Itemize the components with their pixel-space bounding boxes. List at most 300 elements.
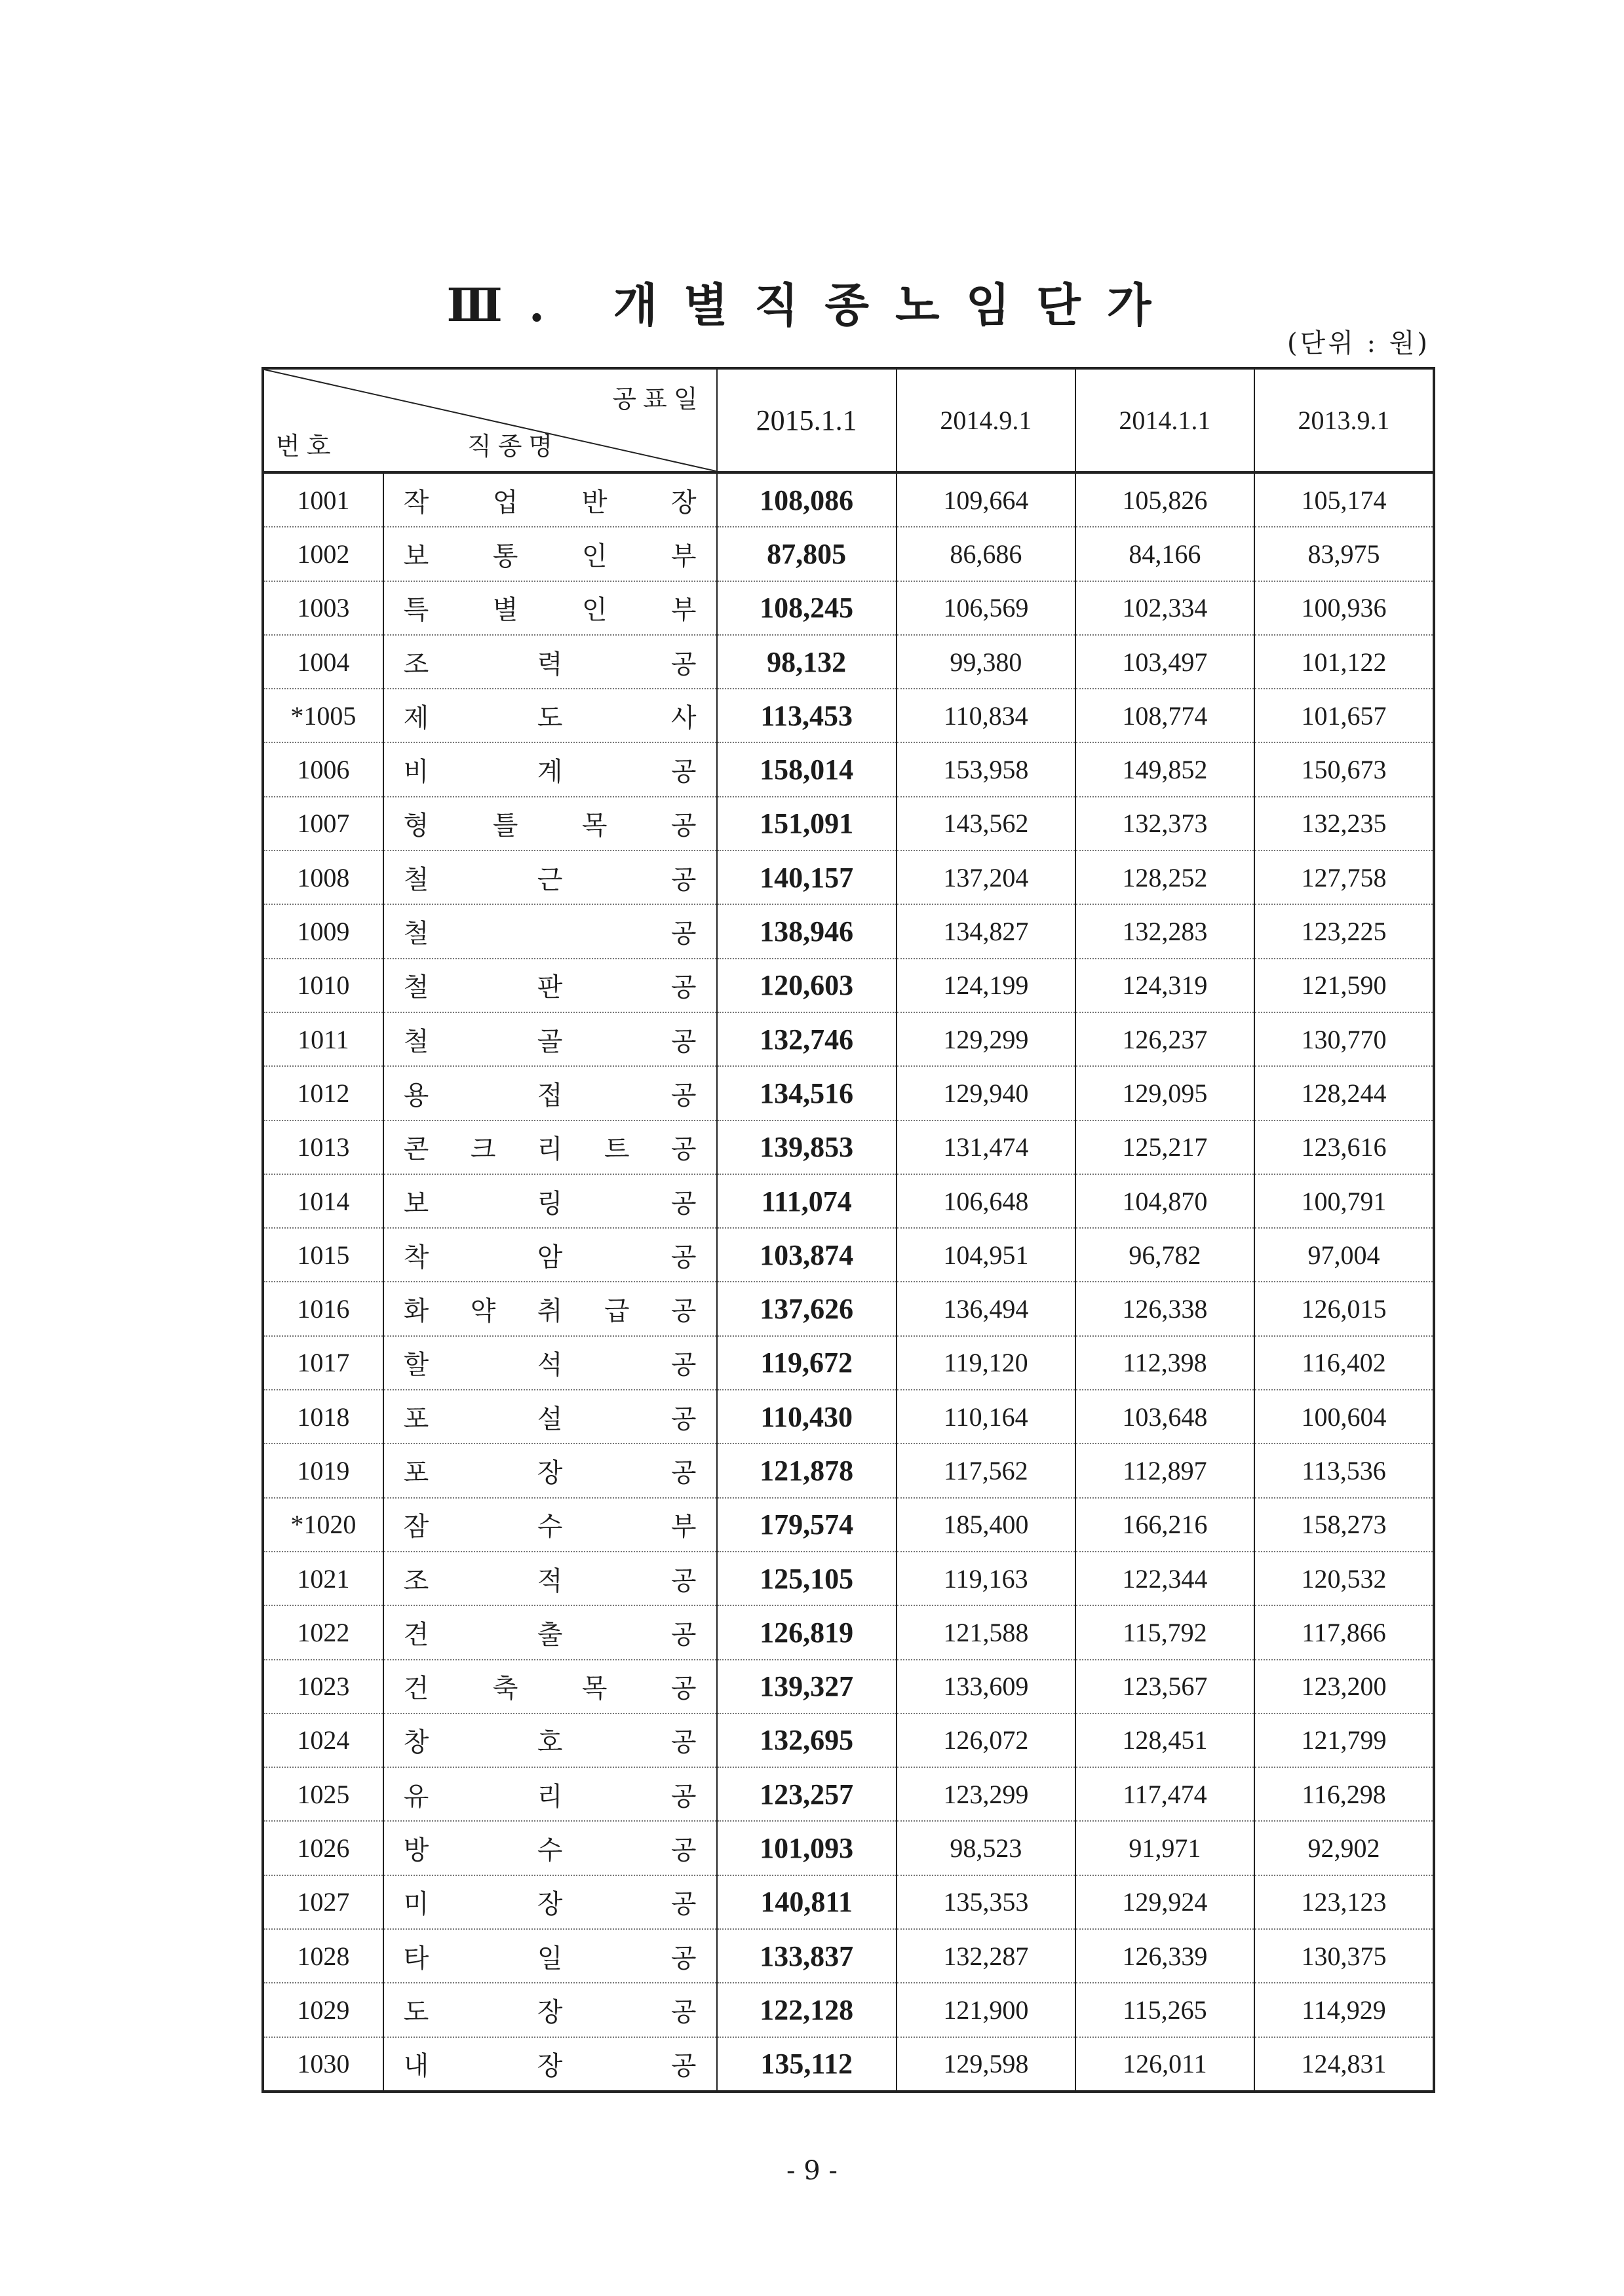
header-date: 2013.9.1 [1254, 368, 1434, 472]
wage-previous: 126,072 [897, 1713, 1075, 1767]
wage-previous: 101,122 [1254, 635, 1434, 689]
job-name [383, 851, 717, 904]
wage-previous: 100,791 [1254, 1174, 1434, 1228]
wage-previous: 99,380 [897, 635, 1075, 689]
table-row [263, 1875, 1434, 1929]
wage-previous: 104,870 [1075, 1174, 1254, 1228]
row-number: 1022 [263, 1605, 383, 1659]
job-name-char: 공 [670, 1188, 697, 1219]
wage-current: 121,878 [717, 1444, 897, 1497]
job-name [383, 1552, 717, 1605]
job-name-char: 부 [670, 595, 697, 626]
table-row [263, 959, 1434, 1012]
wage-previous: 131,474 [897, 1120, 1075, 1174]
wage-previous: 109,664 [897, 472, 1075, 527]
table-row [263, 1120, 1434, 1174]
wage-previous: 158,273 [1254, 1498, 1434, 1552]
page-number: - 9 - [786, 2156, 838, 2186]
job-name-char: 부 [670, 541, 697, 571]
wage-current: 151,091 [717, 797, 897, 851]
row-number: 1019 [263, 1444, 383, 1497]
wage-current: 87,805 [717, 527, 897, 581]
job-name-char: 계 [537, 757, 563, 788]
table-row [263, 1552, 1434, 1605]
job-name-char: 반 [581, 487, 608, 518]
job-name-char: 축 [492, 1674, 518, 1704]
row-number: 1001 [263, 472, 383, 527]
job-name-char: 화 [403, 1296, 429, 1327]
job-name [383, 1120, 717, 1174]
job-name-char: 호 [537, 1727, 563, 1758]
wage-previous: 123,299 [897, 1767, 1075, 1821]
table-row [263, 1767, 1434, 1821]
job-name [383, 1713, 717, 1767]
job-name [383, 2037, 717, 2092]
job-name [383, 1767, 717, 1821]
wage-previous: 113,536 [1254, 1444, 1434, 1497]
wage-previous: 102,334 [1075, 581, 1254, 635]
row-number: 1029 [263, 1983, 383, 2037]
wage-previous: 123,123 [1254, 1875, 1434, 1929]
job-name-char: 공 [670, 1727, 697, 1758]
table-row [263, 1174, 1434, 1228]
wage-previous: 92,902 [1254, 1821, 1434, 1875]
wage-previous: 127,758 [1254, 851, 1434, 904]
wage-previous: 91,971 [1075, 1821, 1254, 1875]
job-name-char: 급 [604, 1296, 630, 1327]
job-name [383, 1390, 717, 1444]
table-row [263, 581, 1434, 635]
job-name-char: 약 [470, 1296, 496, 1327]
wage-current: 110,430 [717, 1390, 897, 1444]
header-announce-date-label: 공표일 [612, 385, 705, 413]
table-row [263, 1336, 1434, 1390]
job-name-char: 접 [537, 1080, 563, 1111]
job-name [383, 1336, 717, 1390]
wage-previous: 124,831 [1254, 2037, 1434, 2092]
job-name-char: 공 [670, 1565, 697, 1596]
header-job-name-label: 직종명 [467, 432, 560, 461]
job-name [383, 1498, 717, 1552]
job-name-char: 공 [670, 1674, 697, 1704]
table-header-row [263, 368, 1434, 472]
wage-previous: 117,474 [1075, 1767, 1254, 1821]
row-number: 1027 [263, 1875, 383, 1929]
job-name-char: 취 [537, 1296, 563, 1327]
job-name [383, 1228, 717, 1282]
wage-previous: 112,897 [1075, 1444, 1254, 1497]
job-name-char: 골 [537, 1026, 563, 1057]
table-row [263, 1929, 1434, 1983]
wage-previous: 100,604 [1254, 1390, 1434, 1444]
wage-previous: 130,770 [1254, 1012, 1434, 1066]
job-name-char: 철 [403, 1026, 429, 1057]
job-name-char: 견 [403, 1619, 429, 1650]
job-name-char: 조 [403, 649, 429, 679]
row-number: 1015 [263, 1228, 383, 1282]
wage-previous: 125,217 [1075, 1120, 1254, 1174]
job-name-char: 공 [670, 972, 697, 1003]
row-number: 1002 [263, 527, 383, 581]
table-row [263, 472, 1434, 527]
row-number: 1009 [263, 904, 383, 958]
wage-previous: 124,319 [1075, 959, 1254, 1012]
wage-previous: 100,936 [1254, 581, 1434, 635]
table-row [263, 1444, 1434, 1497]
wage-previous: 126,011 [1075, 2037, 1254, 2092]
table-row [263, 1605, 1434, 1659]
job-name-char: 부 [670, 1512, 697, 1542]
page-title: Ⅲ. 개별직종노임단가 [446, 278, 1178, 332]
job-name-char: 도 [537, 702, 563, 733]
wage-previous: 135,353 [897, 1875, 1075, 1929]
job-name-char: 장 [537, 2051, 563, 2082]
row-number: 1007 [263, 797, 383, 851]
job-name [383, 1929, 717, 1983]
job-name-char: 공 [670, 1350, 697, 1381]
wage-previous: 115,265 [1075, 1983, 1254, 2037]
job-name [383, 1444, 717, 1497]
wage-previous: 119,163 [897, 1552, 1075, 1605]
wage-current: 135,112 [717, 2037, 897, 2092]
wage-previous: 129,940 [897, 1066, 1075, 1120]
wage-previous: 132,373 [1075, 797, 1254, 851]
job-name-char: 일 [537, 1943, 563, 1974]
job-name-char: 도 [403, 1997, 429, 2027]
job-name-char: 목 [581, 1674, 608, 1704]
job-name-char: 업 [492, 487, 518, 518]
job-name-char: 출 [537, 1619, 563, 1650]
wage-current: 139,327 [717, 1660, 897, 1713]
wage-previous: 134,827 [897, 904, 1075, 958]
row-number: 1012 [263, 1066, 383, 1120]
job-name-char: 공 [670, 1134, 697, 1165]
wage-previous: 119,120 [897, 1336, 1075, 1390]
wage-previous: 185,400 [897, 1498, 1075, 1552]
job-name-char: 공 [670, 864, 697, 895]
job-name-char: 작 [403, 487, 429, 518]
job-name-char: 석 [537, 1350, 563, 1381]
wage-previous: 149,852 [1075, 742, 1254, 796]
row-number: 1004 [263, 635, 383, 689]
job-name-char: 암 [537, 1242, 563, 1272]
wage-previous: 106,648 [897, 1174, 1075, 1228]
job-name-char: 목 [581, 811, 608, 841]
row-number: 1030 [263, 2037, 383, 2092]
table-row [263, 1983, 1434, 2037]
wage-previous: 123,567 [1075, 1660, 1254, 1713]
job-name-char: 트 [604, 1134, 630, 1165]
wage-previous: 132,283 [1075, 904, 1254, 958]
job-name [383, 472, 717, 527]
job-name-char: 인 [581, 541, 608, 571]
row-number: 1025 [263, 1767, 383, 1821]
wage-current: 120,603 [717, 959, 897, 1012]
row-number: *1020 [263, 1498, 383, 1552]
job-name-char: 제 [403, 702, 429, 733]
wage-current: 138,946 [717, 904, 897, 958]
job-name-char: 공 [670, 1943, 697, 1974]
job-name-char: 공 [670, 2051, 697, 2082]
wage-previous: 136,494 [897, 1282, 1075, 1335]
wage-previous: 104,951 [897, 1228, 1075, 1282]
job-name [383, 742, 717, 796]
header-corner [263, 368, 717, 472]
wage-previous: 123,225 [1254, 904, 1434, 958]
wage-current: 103,874 [717, 1228, 897, 1282]
wage-previous: 129,924 [1075, 1875, 1254, 1929]
wage-current: 108,086 [717, 472, 897, 527]
wage-previous: 112,398 [1075, 1336, 1254, 1390]
job-name [383, 689, 717, 742]
job-name-char: 타 [403, 1943, 429, 1974]
wage-previous: 121,900 [897, 1983, 1075, 2037]
job-name-char: 장 [537, 1457, 563, 1488]
job-name [383, 635, 717, 689]
job-name-char: 포 [403, 1404, 429, 1434]
job-name-char: 공 [670, 1242, 697, 1272]
wage-previous: 117,866 [1254, 1605, 1434, 1659]
job-name-char: 보 [403, 541, 429, 571]
job-name-char: 수 [537, 1512, 563, 1542]
job-name [383, 1066, 717, 1120]
row-number: 1024 [263, 1713, 383, 1767]
job-name [383, 959, 717, 1012]
job-name-char: 공 [670, 1080, 697, 1111]
job-name-char: 통 [492, 541, 518, 571]
wage-current: 125,105 [717, 1552, 897, 1605]
wage-previous: 124,199 [897, 959, 1075, 1012]
table-row [263, 1390, 1434, 1444]
wage-current: 158,014 [717, 742, 897, 796]
wage-previous: 103,497 [1075, 635, 1254, 689]
wage-previous: 116,402 [1254, 1336, 1434, 1390]
wage-previous: 126,015 [1254, 1282, 1434, 1335]
job-name-char: 비 [403, 757, 429, 788]
table-row [263, 904, 1434, 958]
wage-previous: 128,451 [1075, 1713, 1254, 1767]
wage-previous: 128,252 [1075, 851, 1254, 904]
job-name-char: 특 [403, 595, 429, 626]
job-name-char: 철 [403, 972, 429, 1003]
wage-current: 179,574 [717, 1498, 897, 1552]
job-name-char: 보 [403, 1188, 429, 1219]
wage-previous: 114,929 [1254, 1983, 1434, 2037]
wage-previous: 129,598 [897, 2037, 1075, 2092]
job-name [383, 904, 717, 958]
row-number: 1010 [263, 959, 383, 1012]
row-number: 1017 [263, 1336, 383, 1390]
wage-current: 132,695 [717, 1713, 897, 1767]
row-number: 1006 [263, 742, 383, 796]
table-row [263, 2037, 1434, 2092]
wage-current: 139,853 [717, 1120, 897, 1174]
job-name-char: 장 [537, 1997, 563, 2027]
wage-current: 140,157 [717, 851, 897, 904]
job-name [383, 1660, 717, 1713]
row-number: 1021 [263, 1552, 383, 1605]
job-name-char: 틀 [492, 811, 518, 841]
row-number: 1011 [263, 1012, 383, 1066]
wage-previous: 132,235 [1254, 797, 1434, 851]
table-row [263, 1012, 1434, 1066]
wage-previous: 101,657 [1254, 689, 1434, 742]
job-name-char: 콘 [403, 1134, 429, 1165]
table-row [263, 851, 1434, 904]
job-name-char: 방 [403, 1835, 429, 1866]
wage-previous: 129,299 [897, 1012, 1075, 1066]
job-name [383, 1821, 717, 1875]
wage-current: 123,257 [717, 1767, 897, 1821]
wage-previous: 105,174 [1254, 472, 1434, 527]
header-date: 2014.1.1 [1075, 368, 1254, 472]
wage-previous: 128,244 [1254, 1066, 1434, 1120]
wage-previous: 105,826 [1075, 472, 1254, 527]
wage-current: 137,626 [717, 1282, 897, 1335]
job-name-char: 형 [403, 811, 429, 841]
row-number: 1008 [263, 851, 383, 904]
wage-previous: 132,287 [897, 1929, 1075, 1983]
job-name-char: 할 [403, 1350, 429, 1381]
wage-previous: 117,562 [897, 1444, 1075, 1497]
wage-previous: 116,298 [1254, 1767, 1434, 1821]
wage-previous: 97,004 [1254, 1228, 1434, 1282]
row-number: 1026 [263, 1821, 383, 1875]
job-name-char: 수 [537, 1835, 563, 1866]
job-name-char: 건 [403, 1674, 429, 1704]
job-name-char: 공 [670, 919, 697, 949]
job-name-char: 사 [670, 702, 697, 733]
job-name-char: 별 [492, 595, 518, 626]
table-row [263, 797, 1434, 851]
job-name-char: 공 [670, 1296, 697, 1327]
job-name-char: 공 [670, 1457, 697, 1488]
wage-current: 122,128 [717, 1983, 897, 2037]
job-name-char: 착 [403, 1242, 429, 1272]
job-name-char: 력 [537, 649, 563, 679]
job-name-char: 장 [537, 1889, 563, 1920]
wage-current: 134,516 [717, 1066, 897, 1120]
job-name [383, 1174, 717, 1228]
table-row [263, 1498, 1434, 1552]
wage-previous: 108,774 [1075, 689, 1254, 742]
job-name-char: 조 [403, 1565, 429, 1596]
job-name-char: 리 [537, 1134, 563, 1165]
job-name-char: 설 [537, 1404, 563, 1434]
wage-current: 140,811 [717, 1875, 897, 1929]
job-name-char: 미 [403, 1889, 429, 1920]
job-name-char: 크 [470, 1134, 496, 1165]
job-name-char: 근 [537, 864, 563, 895]
row-number: 1003 [263, 581, 383, 635]
wage-current: 113,453 [717, 689, 897, 742]
wage-previous: 123,200 [1254, 1660, 1434, 1713]
row-number: 1016 [263, 1282, 383, 1335]
wage-previous: 106,569 [897, 581, 1075, 635]
job-name-char: 공 [670, 1026, 697, 1057]
table-row [263, 635, 1434, 689]
job-name [383, 1012, 717, 1066]
header-date: 2014.9.1 [897, 368, 1075, 472]
table-row [263, 1660, 1434, 1713]
wage-previous: 115,792 [1075, 1605, 1254, 1659]
job-name-char: 내 [403, 2051, 429, 2082]
wage-previous: 153,958 [897, 742, 1075, 796]
row-number: 1014 [263, 1174, 383, 1228]
job-name-char: 공 [670, 1835, 697, 1866]
table-row [263, 1713, 1434, 1767]
wage-previous: 98,523 [897, 1821, 1075, 1875]
wage-previous: 84,166 [1075, 527, 1254, 581]
wage-previous: 83,975 [1254, 527, 1434, 581]
job-name-char: 유 [403, 1781, 429, 1812]
job-name [383, 1983, 717, 2037]
wage-previous: 126,338 [1075, 1282, 1254, 1335]
job-name-char: 인 [581, 595, 608, 626]
wage-current: 101,093 [717, 1821, 897, 1875]
wage-previous: 103,648 [1075, 1390, 1254, 1444]
job-name-char: 철 [403, 864, 429, 895]
wage-current: 111,074 [717, 1174, 897, 1228]
job-name-char: 공 [670, 1781, 697, 1812]
job-name-char: 공 [670, 649, 697, 679]
wage-previous: 137,204 [897, 851, 1075, 904]
wage-previous: 126,339 [1075, 1929, 1254, 1983]
table-row [263, 527, 1434, 581]
wage-previous: 110,834 [897, 689, 1075, 742]
job-name-char: 공 [670, 811, 697, 841]
job-name-char: 공 [670, 1889, 697, 1920]
job-name-char: 링 [537, 1188, 563, 1219]
wage-current: 98,132 [717, 635, 897, 689]
wage-previous: 121,588 [897, 1605, 1075, 1659]
unit-label: (단위 : 원) [1286, 328, 1430, 358]
wage-current: 126,819 [717, 1605, 897, 1659]
job-name-char: 공 [670, 1619, 697, 1650]
table-row [263, 1282, 1434, 1335]
row-number: 1013 [263, 1120, 383, 1174]
wage-current: 133,837 [717, 1929, 897, 1983]
job-name [383, 1875, 717, 1929]
wage-previous: 166,216 [1075, 1498, 1254, 1552]
table-row [263, 742, 1434, 796]
job-name-char: 철 [403, 919, 429, 949]
job-name-char: 공 [670, 1404, 697, 1434]
wage-current: 108,245 [717, 581, 897, 635]
job-name-char: 장 [670, 487, 697, 518]
wage-table [261, 367, 1435, 2093]
header-number-label: 번호 [276, 432, 338, 461]
job-name-char: 판 [537, 972, 563, 1003]
job-name [383, 1282, 717, 1335]
row-number: 1018 [263, 1390, 383, 1444]
wage-previous: 96,782 [1075, 1228, 1254, 1282]
wage-previous: 123,616 [1254, 1120, 1434, 1174]
job-name-char: 공 [670, 757, 697, 788]
wage-previous: 130,375 [1254, 1929, 1434, 1983]
job-name-char: 공 [670, 1997, 697, 2027]
header-date: 2015.1.1 [717, 368, 897, 472]
wage-previous: 121,799 [1254, 1713, 1434, 1767]
wage-previous: 110,164 [897, 1390, 1075, 1444]
wage-current: 119,672 [717, 1336, 897, 1390]
wage-previous: 122,344 [1075, 1552, 1254, 1605]
wage-previous: 150,673 [1254, 742, 1434, 796]
job-name-char: 잠 [403, 1512, 429, 1542]
job-name-char: 리 [537, 1781, 563, 1812]
row-number: 1028 [263, 1929, 383, 1983]
wage-previous: 133,609 [897, 1660, 1075, 1713]
